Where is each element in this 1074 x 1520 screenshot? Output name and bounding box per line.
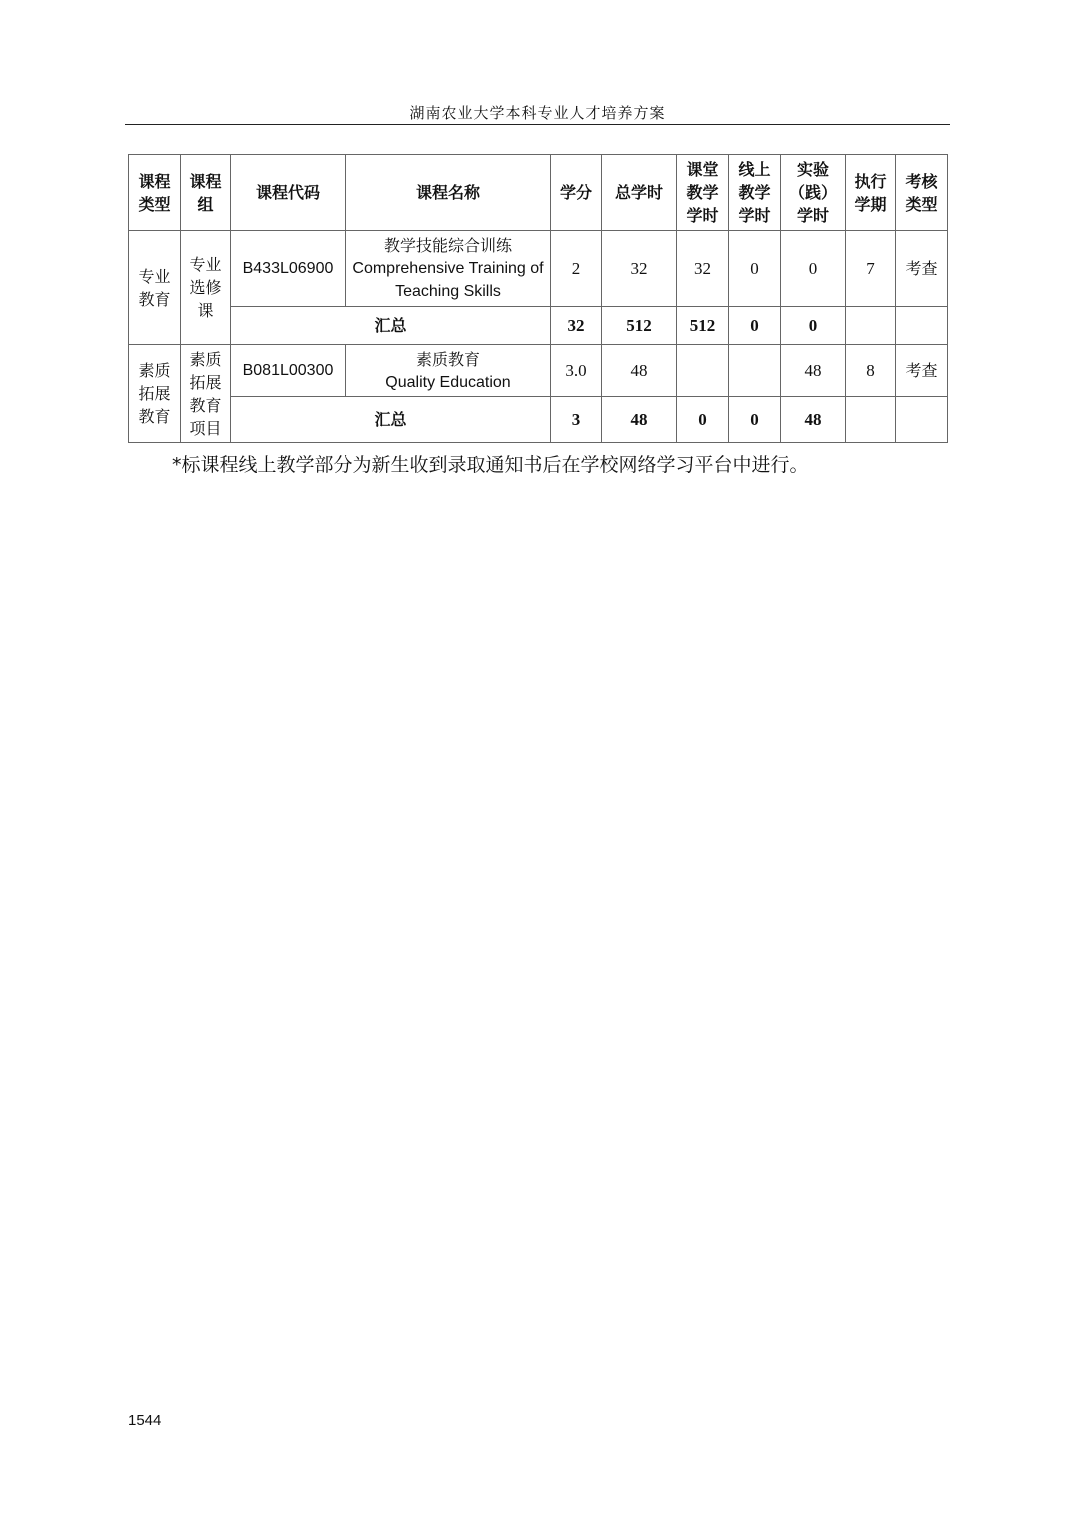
- summary-semester-empty: [846, 397, 896, 443]
- semester-cell: 7: [846, 231, 896, 307]
- header-assessment: 考核 类型: [896, 155, 948, 231]
- header-class-hours: 课堂 教学 学时: [677, 155, 729, 231]
- class-hours-cell: [677, 345, 729, 397]
- course-name-en-line2: Teaching Skills: [395, 283, 501, 300]
- header-course-name: 课程名称: [346, 155, 551, 231]
- summary-class-hours: 0: [677, 397, 729, 443]
- course-code-cell: B433L06900: [231, 231, 346, 307]
- lab-hours-cell: 48: [781, 345, 846, 397]
- header-semester: 执行 学期: [846, 155, 896, 231]
- assessment-cell: 考查: [896, 231, 948, 307]
- header-online-hours: 线上 教学 学时: [729, 155, 781, 231]
- total-hours-cell: 48: [602, 345, 677, 397]
- header-course-code: 课程代码: [231, 155, 346, 231]
- class-hours-cell: 32: [677, 231, 729, 307]
- course-name-cell: [346, 345, 551, 397]
- summary-online-hours: 0: [729, 307, 781, 345]
- course-name-cell: [346, 231, 551, 307]
- summary-row: [129, 397, 948, 443]
- semester-cell: 8: [846, 345, 896, 397]
- summary-assessment-empty: [896, 397, 948, 443]
- page-number: 1544: [128, 1412, 162, 1429]
- table-row: [129, 231, 948, 307]
- course-code-cell: B081L00300: [231, 345, 346, 397]
- summary-semester-empty: [846, 307, 896, 345]
- course-name-cn: 素质教育: [415, 349, 480, 369]
- summary-assessment-empty: [896, 307, 948, 345]
- summary-class-hours: 512: [677, 307, 729, 345]
- table-row: [129, 345, 948, 397]
- course-type-cell: 专业 教育: [129, 231, 181, 345]
- table-header-row: [129, 155, 948, 231]
- summary-online-hours: 0: [729, 397, 781, 443]
- course-name-en-line1: Quality Education: [385, 373, 511, 391]
- course-name-en-line1: Comprehensive Training of: [352, 260, 544, 277]
- footnote: *标课程线上教学部分为新生收到录取通知书后在学校网络学习平台中进行。: [172, 454, 809, 476]
- course-type-cell: 素质 拓展 教育: [129, 345, 181, 443]
- summary-total-hours: 512: [602, 307, 677, 345]
- course-group-cell: 专业 选修 课: [181, 231, 231, 345]
- course-group-cell: 素质 拓展 教育 项目: [181, 345, 231, 443]
- header-course-type: 课程 类型: [129, 155, 181, 231]
- summary-credits: 32: [551, 307, 602, 345]
- lab-hours-cell: 0: [781, 231, 846, 307]
- online-hours-cell: 0: [729, 231, 781, 307]
- summary-total-hours: 48: [602, 397, 677, 443]
- course-name-cn: 教学技能综合训练: [383, 236, 512, 255]
- summary-label: 汇总: [231, 397, 551, 443]
- header-course-group: 课程 组: [181, 155, 231, 231]
- credits-cell: 2: [551, 231, 602, 307]
- page-header-title: 湖南农业大学本科专业人才培养方案: [125, 102, 950, 125]
- summary-lab-hours: 48: [781, 397, 846, 443]
- summary-label: 汇总: [231, 307, 551, 345]
- total-hours-cell: 32: [602, 231, 677, 307]
- online-hours-cell: [729, 345, 781, 397]
- header-total-hours: 总学时: [602, 155, 677, 231]
- assessment-cell: 考查: [896, 345, 948, 397]
- credits-cell: 3.0: [551, 345, 602, 397]
- course-table: [128, 154, 948, 443]
- header-credits: 学分: [551, 155, 602, 231]
- header-lab-hours: 实验 （践） 学时: [781, 155, 846, 231]
- summary-lab-hours: 0: [781, 307, 846, 345]
- summary-credits: 3: [551, 397, 602, 443]
- summary-row: [129, 307, 948, 345]
